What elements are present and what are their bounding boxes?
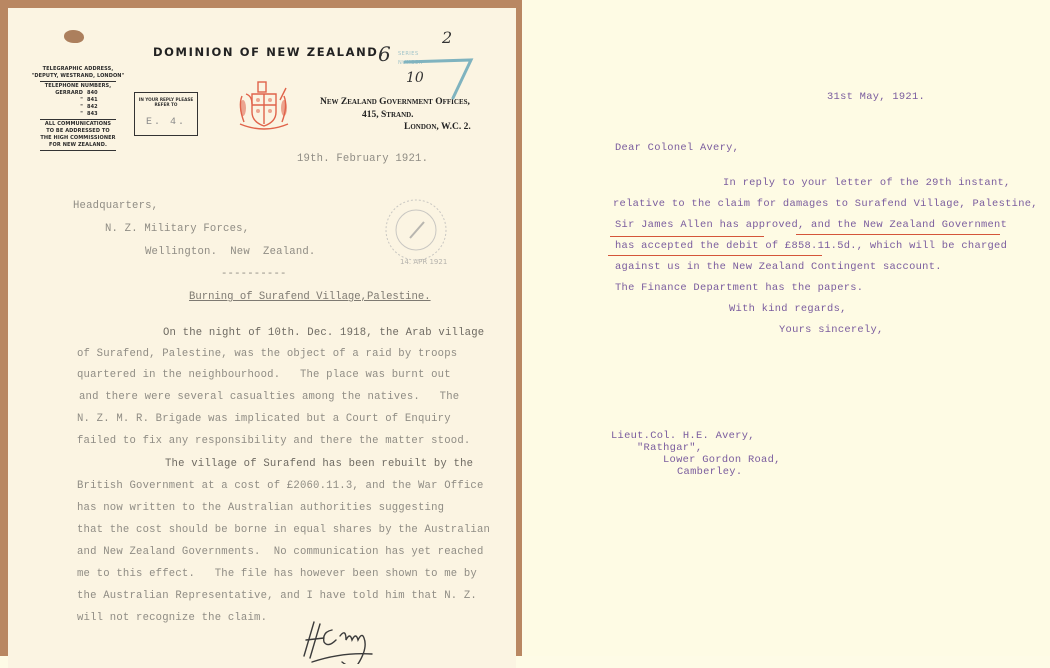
telephone-label: TELEPHONE NUMBERS, — [44, 83, 112, 89]
body-line: British Government at a cost of £2060.11.3, and the War Office — [77, 480, 484, 492]
body-line: and there were several casualties among the natives. The — [79, 391, 460, 403]
body-line: In reply to your letter of the 29th instant, — [723, 177, 1011, 189]
reply-box-label: IN YOUR REPLY PLEASE — [138, 97, 194, 102]
body-line: has accepted the debit of £858.11.5d., which will be charged — [615, 240, 1008, 252]
closing-line: With kind regards, — [729, 303, 847, 315]
left-letter-frame — [0, 0, 522, 656]
body-line: failed to fix any responsibility and there the matter stood. — [77, 435, 471, 447]
red-underline — [608, 255, 822, 256]
body-line: the Australian Representative, and I have told him that N. Z. — [77, 590, 477, 602]
series-number-stamp: SERIES NUMBER — [398, 51, 423, 66]
address-line: N. Z. Military Forces, — [105, 223, 250, 235]
office-line: New Zealand Government Offices, — [320, 97, 470, 107]
handwritten-mark-10: 10 — [406, 70, 424, 86]
red-underline — [610, 236, 764, 237]
body-line: that the cost should be borne in equal shares by the Australian — [77, 524, 491, 536]
address-line: Wellington. New Zealand. — [145, 246, 316, 258]
body-line: The Finance Department has the papers. — [615, 282, 864, 294]
right-letter-paper — [526, 0, 1050, 656]
body-line: will not recognize the claim. — [77, 612, 268, 624]
letter-subject: Burning of Surafend Village,Palestine. — [189, 291, 431, 303]
telegraphic-address: "DEPUTY, WESTRAND, LONDON" — [31, 73, 125, 79]
paper-stain — [64, 30, 84, 43]
recipient-line: "Rathgar", — [637, 442, 703, 454]
telephone-row: GERRARD 840 — [55, 90, 98, 96]
letter-date: 31st May, 1921. — [827, 91, 926, 103]
telephone-row: " 841 — [80, 97, 98, 103]
communications-note-line: THE HIGH COMMISSIONER — [40, 135, 116, 141]
separator-line: ---------- — [221, 268, 287, 280]
body-line: The village of Surafend has been rebuilt by the — [165, 458, 474, 470]
left-letter-paper — [8, 8, 516, 668]
body-line: of Surafend, Palestine, was the object of a raid by troops — [77, 348, 458, 360]
recipient-line: Camberley. — [677, 466, 743, 478]
address-line: Headquarters, — [73, 200, 159, 212]
recipient-line: Lieut.Col. H.E. Avery, — [611, 430, 755, 442]
communications-note-line: FOR NEW ZEALAND. — [49, 142, 107, 148]
office-line: 415, Strand. — [362, 109, 414, 120]
reply-box-label: REFER TO — [154, 102, 178, 107]
body-line: against us in the New Zealand Contingent saccount. — [615, 261, 942, 273]
telegraphic-label: TELEGRAPHIC ADDRESS, — [42, 66, 114, 72]
letter-date: 19th. February 1921. — [297, 153, 429, 165]
reply-reference-value: E. 4. — [145, 117, 186, 128]
letterhead-title: DOMINION OF NEW ZEALAND. — [153, 45, 385, 59]
communications-note-line: TO BE ADDRESSED TO — [46, 128, 110, 134]
salutation: Dear Colonel Avery, — [615, 142, 740, 154]
communications-note-line: ALL COMMUNICATIONS — [44, 121, 112, 127]
body-line: N. Z. M. R. Brigade was implicated but a Court of Enquiry — [77, 413, 451, 425]
body-line: me to this effect. The file has however been shown to me by — [77, 568, 477, 580]
body-line: On the night of 10th. Dec. 1918, the Arab village — [163, 327, 485, 339]
red-underline — [796, 234, 1000, 235]
signature-he-avery — [298, 616, 398, 664]
reply-reference-box — [134, 92, 198, 136]
letterhead-contact-block — [28, 66, 128, 152]
body-line: has now written to the Australian authorities suggesting — [77, 502, 445, 514]
received-date-stamp-icon — [380, 196, 452, 268]
body-line: relative to the claim for damages to Surafend Village, Palestine, — [613, 198, 1038, 210]
handwritten-mark-2: 2 — [442, 28, 453, 47]
office-line: London, W.C. 2. — [404, 122, 471, 132]
handwritten-mark-6: 6 — [378, 42, 391, 66]
recipient-line: Lower Gordon Road, — [663, 454, 781, 466]
coat-of-arms-icon — [234, 78, 294, 134]
body-line: and New Zealand Governments. No communication has yet reached — [77, 546, 484, 558]
telephone-row: " 842 — [80, 104, 98, 110]
telephone-row: " 843 — [80, 111, 98, 117]
closing-line: Yours sincerely, — [779, 324, 884, 336]
svg-text:14. APR 1921: 14. APR 1921 — [400, 258, 448, 266]
body-line: quartered in the neighbourhood. The place was burnt out — [77, 369, 451, 381]
body-line: Sir James Allen has approved, and the New Zealand Government — [615, 219, 1008, 231]
